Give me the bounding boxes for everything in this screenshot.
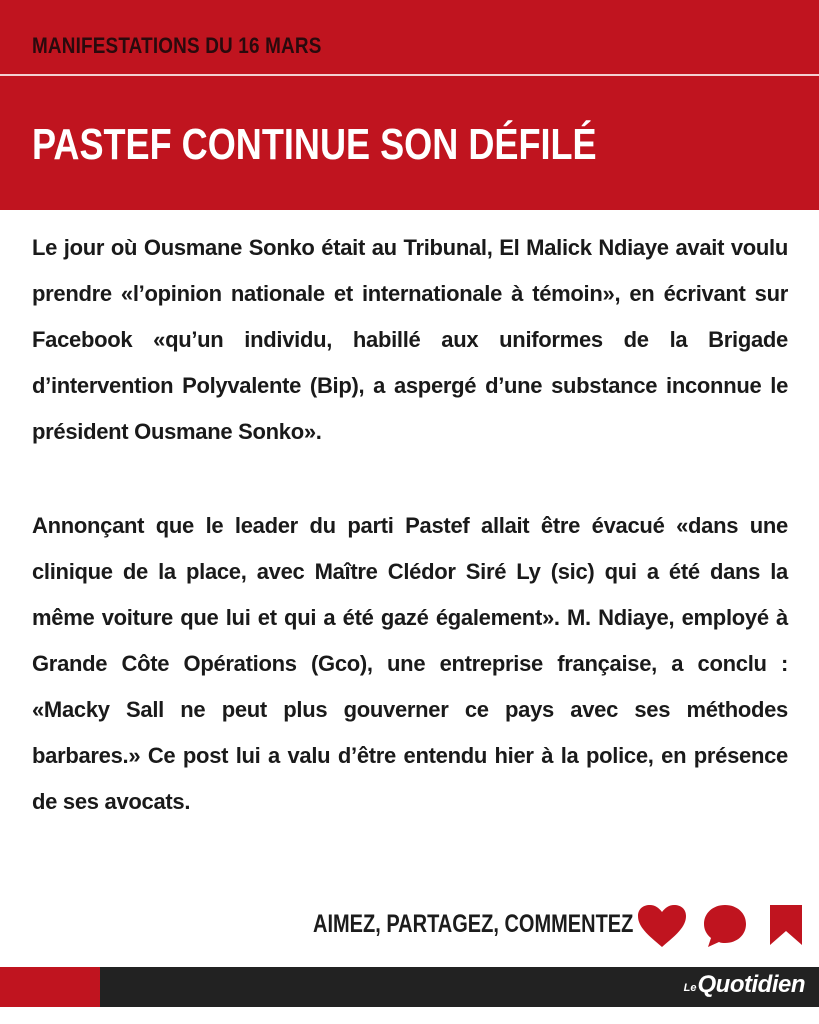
header-divider <box>0 74 819 76</box>
paragraph-1: Le jour où Ousmane Sonko était au Tribunal, El Malick Ndiaye avait voulu prendre «l’opinion nationale et internationale à témoin», en écrivant sur Facebook «qu’un individu, habillé aux uniformes de la Brigade d’intervention Polyvalente (Bip), a aspergé d’une substance inconnue le président Ousmane Sonko». <box>32 235 788 444</box>
logo-name: Quotidien <box>697 971 805 998</box>
kicker: MANIFESTATIONS DU 16 MARS <box>32 33 322 58</box>
call-to-action: AIMEZ, PARTAGEZ, COMMENTEZ <box>313 910 634 938</box>
bookmark-icon[interactable] <box>768 903 804 947</box>
paragraph-2: Annonçant que le leader du parti Pastef allait être évacué «dans une clinique de la place, avec Maître Clédor Siré Ly (sic) qui a été dans la même voiture que lui et qui a été gazé également». M. Ndiaye, employé à Grande Côte Opérations (Gco), une entreprise française, a conclu : «Macky Sall ne peut plus gouverner ce pays avec ses méthodes barbares.» Ce post lui a valu d’être entendu hier à la police, en présence de ses avocats. <box>32 513 788 814</box>
header-bar <box>0 0 819 210</box>
bottom-margin <box>0 1007 819 1024</box>
headline: PASTEF CONTINUE SON DÉFILÉ <box>32 120 597 169</box>
comment-icon[interactable] <box>702 903 748 949</box>
logo-prefix: Le <box>683 982 697 994</box>
article-body <box>32 225 788 825</box>
heart-icon[interactable] <box>636 903 688 949</box>
logo <box>684 971 805 999</box>
footer-accent <box>0 967 100 1007</box>
